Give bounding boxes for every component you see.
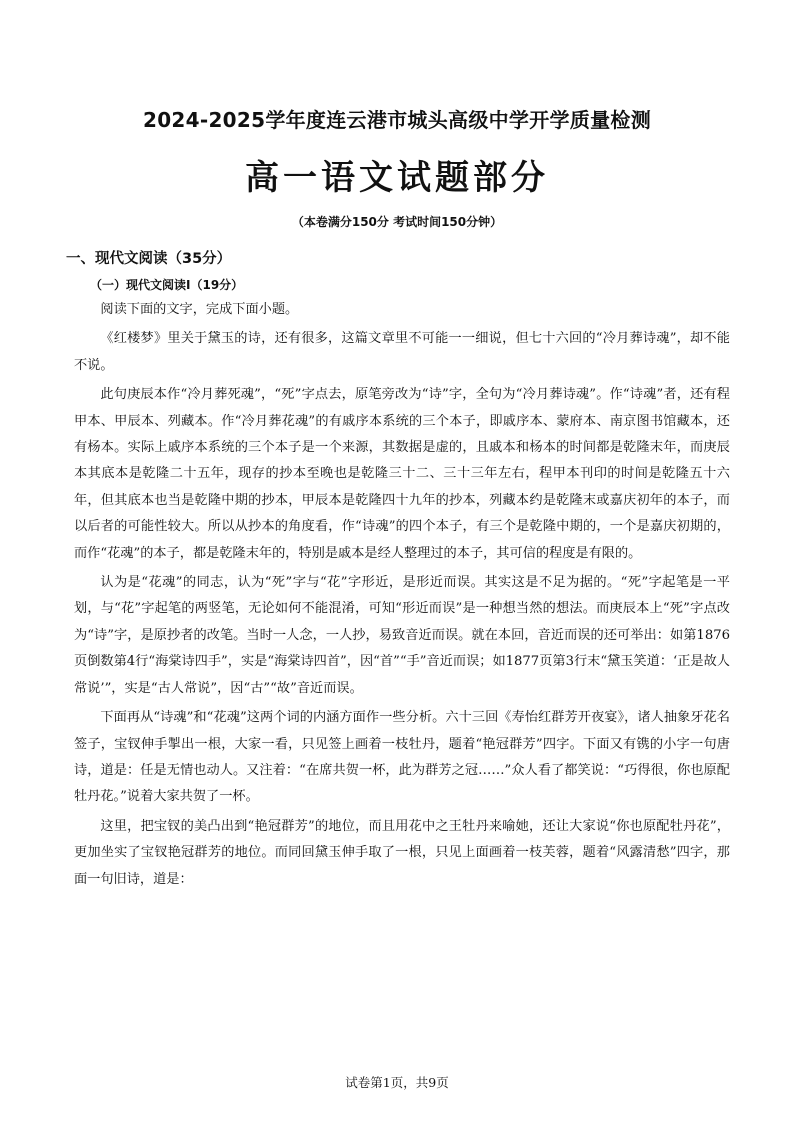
paragraph: 下面再从“诗魂”和“花魂”这两个词的内涵方面作一些分析。六十三回《寿怡红群芳开夜宴》，诸人抽象牙花名签子，宝钗伸手掣出一根，大家一看，只见签上画着一枝牡丹，题着“艳冠群芳”四字。下面又有镌的小字一句唐诗，道是：任是无情也动人。又注着：“在席共贺一杯，此为群芳之冠……”众人看了都笑说：“巧得很，你也原配牡丹花。”说着大家共贺了一杯。 [74,710,730,805]
paragraph: 这里，把宝钗的美凸出到“艳冠群芳”的地位，而且用花中之王牡丹来喻她，还让大家说“你也原配牡丹花”，更加坐实了宝钗艳冠群芳的地位。而同回黛玉伸手取了一根，只见上面画着一枝芙蓉，题着“风露清愁”四字，那面一句旧诗，道是： [74,818,730,887]
section-heading: 一、现代文阅读（35分） [66,251,232,267]
subsection-heading: （一）现代文阅读Ⅰ（19分） [90,278,244,292]
paragraph: 此句庚辰本作“冷月葬死魂”，“死”字点去，原笔旁改为“诗”字，全句为“冷月葬诗魂”。作“诗魂”者，还有程甲本、甲辰本、列藏本。作“冷月葬花魂”的有戚序本系统的三个本子，即戚序本、蒙府本、南京图书馆藏本，还有杨本。实际上戚序本系统的三个本子是一个来源，其数据是虚的，且戚本和杨本的时间都是乾隆末年，而庚辰本其底本是乾隆二十五年，现存的抄本至晚也是乾隆三十二、三十三年左右，程甲本刊印的时间是乾隆五十六年，但其底本也当是乾隆中期的抄本，甲辰本是乾隆四十九年的抄本，列藏本约是乾隆末或嘉庆初年的本子，而以后者的可能性较大。所以从抄本的角度看，作“诗魂”的四个本子，有三个是乾隆中期的，一个是嘉庆初期的，而作“花魂”的本子，都是乾隆末年的，特别是戚本是经人整理过的本子，其可信的程度是有限的。 [74,387,730,561]
reading-passage [74,297,730,896]
paragraph: 《红楼梦》里关于黛玉的诗，还有很多，这篇文章里不可能一一细说，但七十六回的“冷月葬诗魂”，却不能不说。 [74,331,730,373]
page-footer: 试卷第1页，共9页 [345,1075,449,1090]
exam-title: 2024-2025学年度连云港市城头高级中学开学质量检测 [142,108,652,132]
paragraph-instruction: 阅读下面的文字，完成下面小题。 [100,302,299,317]
paragraph: 认为是“花魂”的同志，认为“死”字与“花”字形近，是形近而误。其实这是不足为据的。“死”字起笔是一平划，与“花”字起笔的两竖笔，无论如何不能混淆，可知“形近而误”是一种想当然的想法。而庚辰本上“死”字点改为“诗”字，是原抄者的改笔。当时一人念，一人抄，易致音近而误。就在本回，音近而误的还可举出：如第1876页倒数第4行“海棠诗四手”，实是“海棠诗四首”，因“首”“手”音近而误；如1877页第3行末“黛玉笑道：‘正是故人常说’”，实是“古人常说”，因“古”“故”音近而误。 [74,575,730,696]
subject-title: 高一语文试题部分 [245,158,549,198]
exam-info: （本卷满分150分 考试时间150分钟） [291,215,503,229]
